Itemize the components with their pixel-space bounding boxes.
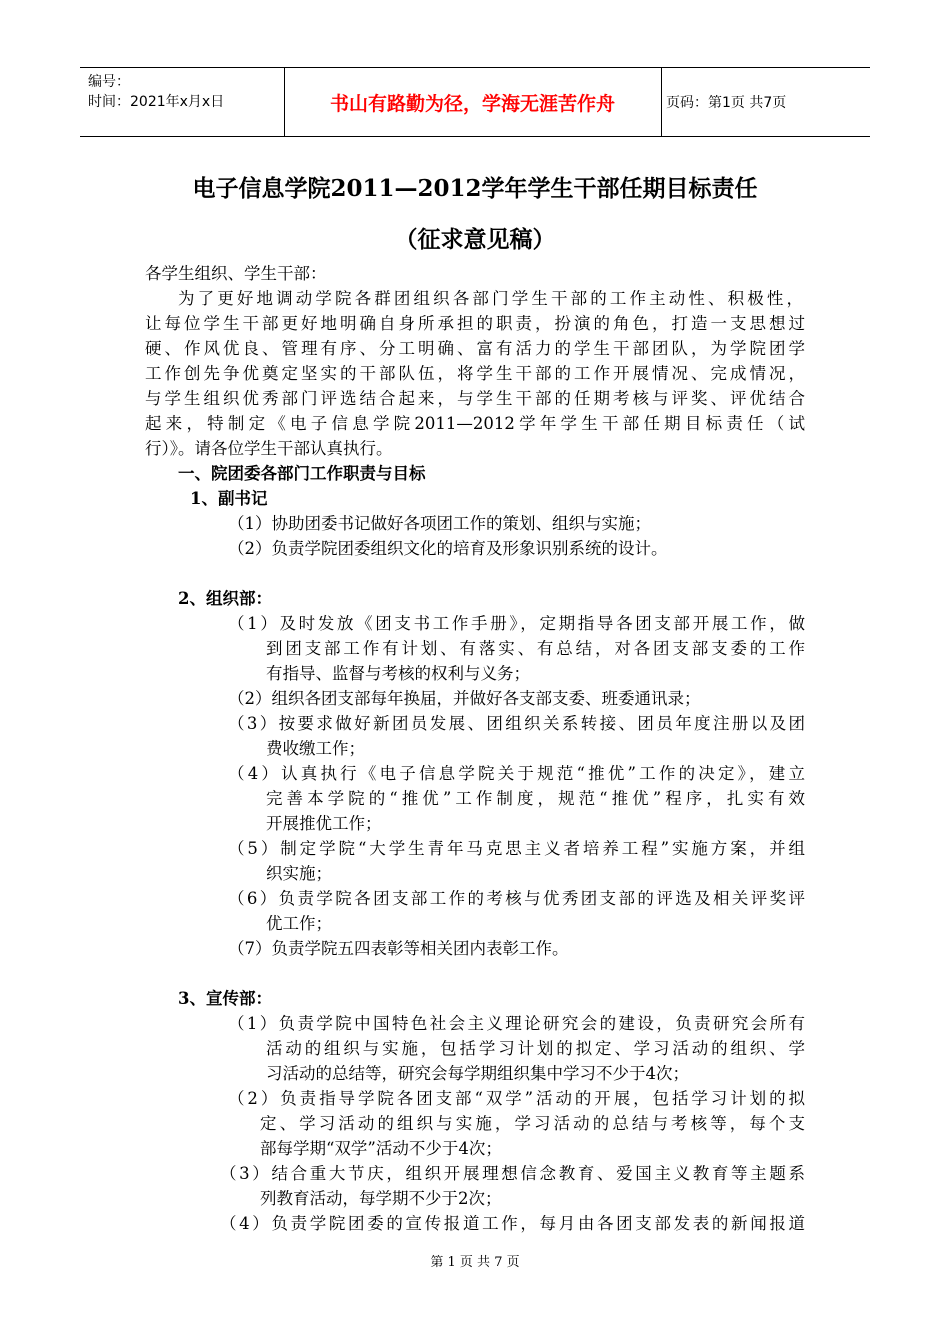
subsection-heading: 2、组织部： [178,589,272,608]
list-item-cont: 活动的组织与实施，包括学习计划的拟定、学习活动的组织、学 [266,1039,805,1058]
list-item: （1）协助团委书记做好各项团工作的策划、组织与实施； [228,514,651,533]
list-item-cont: 习活动的总结等，研究会每学期组织集中学习不少于4次； [266,1064,689,1083]
list-item-cont: 开展推优工作； [266,814,382,833]
list-item-cont: 完善本学院的“推优”工作制度，规范“推优”程序，扎实有效 [266,789,805,808]
document-subtitle: （征求意见稿） [394,226,556,253]
intro-line: 行）》。请各位学生干部认真执行。 [145,439,393,458]
list-item-cont: 定、学习活动的组织与实施，学习活动的总结与考核等，每个支 [260,1114,805,1133]
list-item: （3）结合重大节庆，组织开展理想信念教育、爱国主义教育等主题系 [220,1164,805,1183]
divider [661,68,662,136]
subsection-heading: 3、宣传部： [178,989,272,1008]
list-item: （2）负责指导学院各团支部“双学”活动的开展，包括学习计划的拟 [228,1089,805,1108]
list-item: （6）负责学院各团支部工作的考核与优秀团支部的评选及相关评奖评 [228,889,805,908]
intro-line: 让每位学生干部更好地明确自身所承担的职责，扮演的角色，打造一支思想过 [145,314,805,333]
list-item-cont: 到团支部工作有计划、有落实、有总结，对各团支部支委的工作 [266,639,805,658]
list-item-cont: 部每学期“双学”活动不少于4次； [260,1139,502,1158]
list-item: （1）负责学院中国特色社会主义理论研究会的建设，负责研究会所有 [228,1014,805,1033]
list-item: （4）负责学院团委的宣传报道工作，每月由各团支部发表的新闻报道 [220,1214,805,1233]
page-footer: 第 1 页 共 7 页 [430,1255,520,1270]
document-title: 电子信息学院2011—2012学年学生干部任期目标责任 [192,175,758,202]
intro-line: 硬、作风优良、管理有序、分工明确、富有活力的学生干部团队，为学院团学 [145,339,805,358]
list-item: （3）按要求做好新团员发展、团组织关系转接、团员年度注册以及团 [228,714,805,733]
intro-line: 与学生组织优秀部门评选结合起来，与学生干部的任期考核与评奖、评优结合 [145,389,805,408]
time-label: 时间：2021年x月x日 [88,94,225,110]
list-item: （5）制定学院“大学生青年马克思主义者培养工程”实施方案，并组 [228,839,805,858]
motto: 书山有路勤为径，学海无涯苦作舟 [329,92,615,115]
list-item: （1）及时发放《团支书工作手册》，定期指导各团支部开展工作，做 [228,614,805,633]
intro-line: 为了更好地调动学院各群团组织各部门学生干部的工作主动性、积极性， [178,289,803,308]
list-item: （4）认真执行《电子信息学院关于规范“推优”工作的决定》，建立 [228,764,805,783]
section-heading: 一、院团委各部门工作职责与目标 [178,464,426,483]
page-info: 页码：第1页 共7页 [666,95,787,111]
number-label: 编号： [88,74,130,90]
list-item: （7）负责学院五四表彰等相关团内表彰工作。 [228,939,569,958]
intro-line: 起来，特制定《电子信息学院2011—2012学年学生干部任期目标责任（试 [145,414,805,433]
salutation: 各学生组织、学生干部： [145,264,327,283]
intro-line: 工作创先争优奠定坚实的干部队伍，将学生干部的工作开展情况、完成情况， [145,364,805,383]
list-item: （2）负责学院团委组织文化的培育及形象识别系统的设计。 [228,539,668,558]
list-item-cont: 优工作； [266,914,332,933]
list-item-cont: 列教育活动，每学期不少于2次； [260,1189,502,1208]
document-header [80,67,870,137]
subsection-heading: 1、副书记 [190,489,268,508]
header-meta [88,72,224,112]
list-item: （2）组织各团支部每年换届，并做好各支部支委、班委通讯录； [228,689,701,708]
list-item-cont: 费收缴工作； [266,739,365,758]
list-item-cont: 织实施； [266,864,332,883]
list-item-cont: 有指导、监督与考核的权利与义务； [266,664,530,683]
